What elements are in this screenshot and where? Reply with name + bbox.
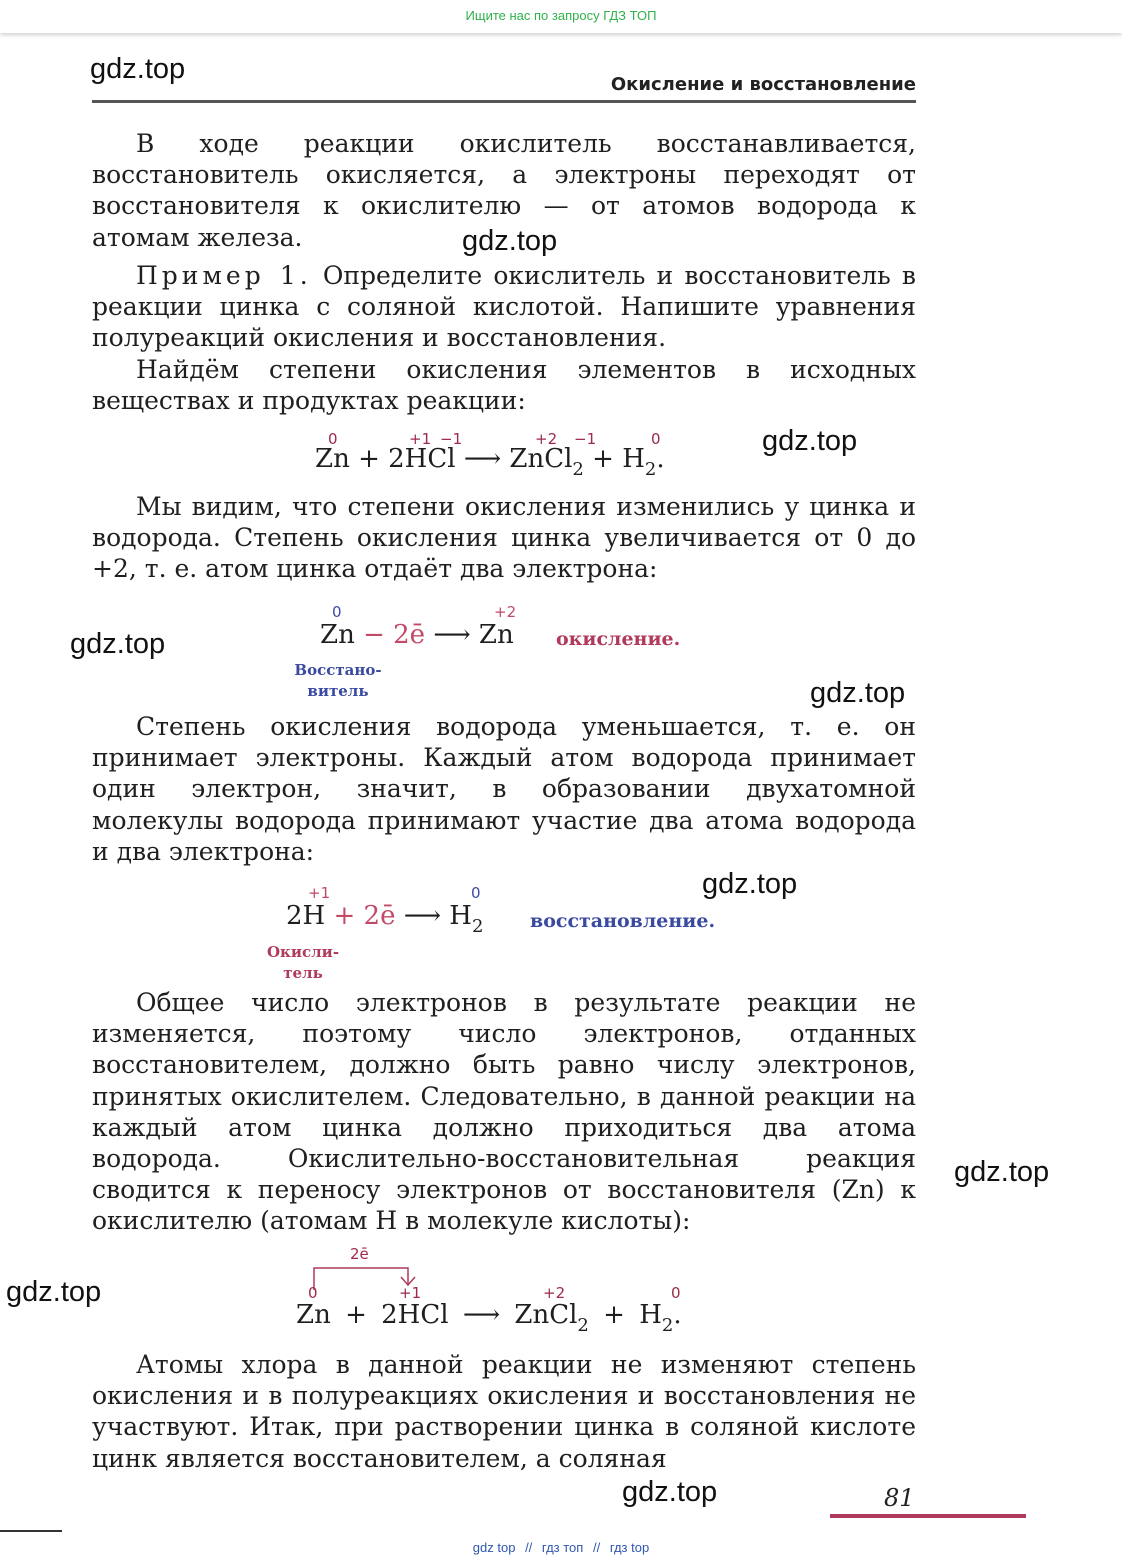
ox-state-right: 0 xyxy=(471,884,481,902)
ox-state-left: +1 xyxy=(308,884,331,902)
paragraph-7: Атомы хлора в данной реакции не изменяют степень окисления и в полуреакциях окисления и восстановления не участвуют. Итак, при растворении цинка в соляной кислоте цинк является восстановителем, а соляная xyxy=(92,1350,916,1473)
reducer-label: Восстано- витель xyxy=(294,661,382,700)
page-number-rule xyxy=(830,1514,1026,1518)
paragraph-3: Найдём степени окисления элементов в исходных веществах и продуктах реакции: xyxy=(92,355,916,416)
footer-link-3[interactable]: гдз top xyxy=(609,1540,650,1555)
ox-state-zn2: +2 xyxy=(535,430,558,448)
watermark: gdz.top xyxy=(702,868,798,900)
oxidation-note: окисление. xyxy=(556,628,681,650)
reduction-note: восстановление. xyxy=(530,910,716,932)
page-number: 81 xyxy=(884,1484,915,1512)
watermark: gdz.top xyxy=(70,628,166,660)
ox-state-left: 0 xyxy=(332,603,342,621)
ox-state-h: +1 xyxy=(399,1284,422,1302)
footer-separator: // xyxy=(592,1540,601,1555)
oxidizer-label: Окисли- тель xyxy=(266,943,340,982)
header-divider xyxy=(92,100,916,103)
paragraph-1: В ходе реакции окислитель восстанавливается, восстановитель окисляется, а электроны переходят от восстановителя к окислителю — от атомов водорода к атомам железа. xyxy=(92,129,916,252)
watermark: gdz.top xyxy=(810,677,906,709)
transfer-label: 2ē xyxy=(350,1245,369,1263)
ox-state-cl2: −1 xyxy=(574,430,597,448)
running-header: Окисление и восстановление xyxy=(610,74,916,95)
paragraph-example xyxy=(92,260,916,354)
equation-3: 2H + 2ē ⟶ $H_2$ xyxy=(286,901,484,937)
ox-state-right: +2 xyxy=(494,603,517,621)
search-hint-link[interactable]: Ищите нас по запросу ГДЗ ТОП xyxy=(465,8,657,23)
corner-divider xyxy=(0,1530,62,1532)
equation-1: Zn + 2HCl ⟶ ZnCl$_2$ + $H_2$. xyxy=(315,444,665,480)
ox-state-zn: 0 xyxy=(308,1284,318,1302)
ox-state-h2: 0 xyxy=(651,430,661,448)
watermark: gdz.top xyxy=(762,425,858,457)
watermark: gdz.top xyxy=(90,53,186,85)
footer-link-1[interactable]: gdz top xyxy=(472,1540,516,1555)
watermark: gdz.top xyxy=(954,1156,1050,1188)
watermark: gdz.top xyxy=(462,225,558,257)
ox-state-zn: 0 xyxy=(328,430,338,448)
watermark: gdz.top xyxy=(6,1276,102,1308)
watermark: gdz.top xyxy=(622,1476,718,1508)
ox-state-h2: 0 xyxy=(671,1284,681,1302)
equation-4: Zn + 2HCl ⟶ ZnCl$_2$ + $H_2$. xyxy=(296,1300,682,1336)
top-banner xyxy=(0,0,1122,33)
ox-state-cl: −1 xyxy=(440,430,463,448)
footer-separator: // xyxy=(525,1540,533,1555)
ox-state-zn2: +2 xyxy=(543,1284,566,1302)
paragraph-6: Общее число электронов в результате реакции не изменяется, поэтому число электронов, отданных восстановителем, должно быть равно числу электронов, принятых окислителем. Следовательно, в данной реакции на каждый атом цинка должно приходиться два атома водорода. Окислительно-восстановительная реакция сводится к переносу электронов от восстановителя (Zn) к окислителю (атомам H в молекуле кислоты): xyxy=(92,988,916,1236)
equation-2: Zn − 2ē ⟶ Zn xyxy=(320,620,514,650)
footer-link-2[interactable]: гдз топ xyxy=(541,1540,584,1555)
ox-state-h: +1 xyxy=(409,430,432,448)
paragraph-5: Степень окисления водорода уменьшается, т. е. он принимает электроны. Каждый атом водорода принимает один электрон, значит, в образовании двухатомной молекулы водорода принимают участие два атома водорода и два электрона: xyxy=(92,712,916,866)
footer-links xyxy=(0,1540,1122,1555)
paragraph-4: Мы видим, что степени окисления изменились у цинка и водорода. Степень окисления цинка увеличивается от 0 до +2, т. е. атом цинка отдаёт два электрона: xyxy=(92,492,916,584)
example-text: Определите окислитель и восстановитель в реакции цинка с соляной кислотой. Напишите уравнения полуреакций окисления и восстановления. xyxy=(92,261,916,353)
example-label: Пример 1. xyxy=(136,261,312,290)
